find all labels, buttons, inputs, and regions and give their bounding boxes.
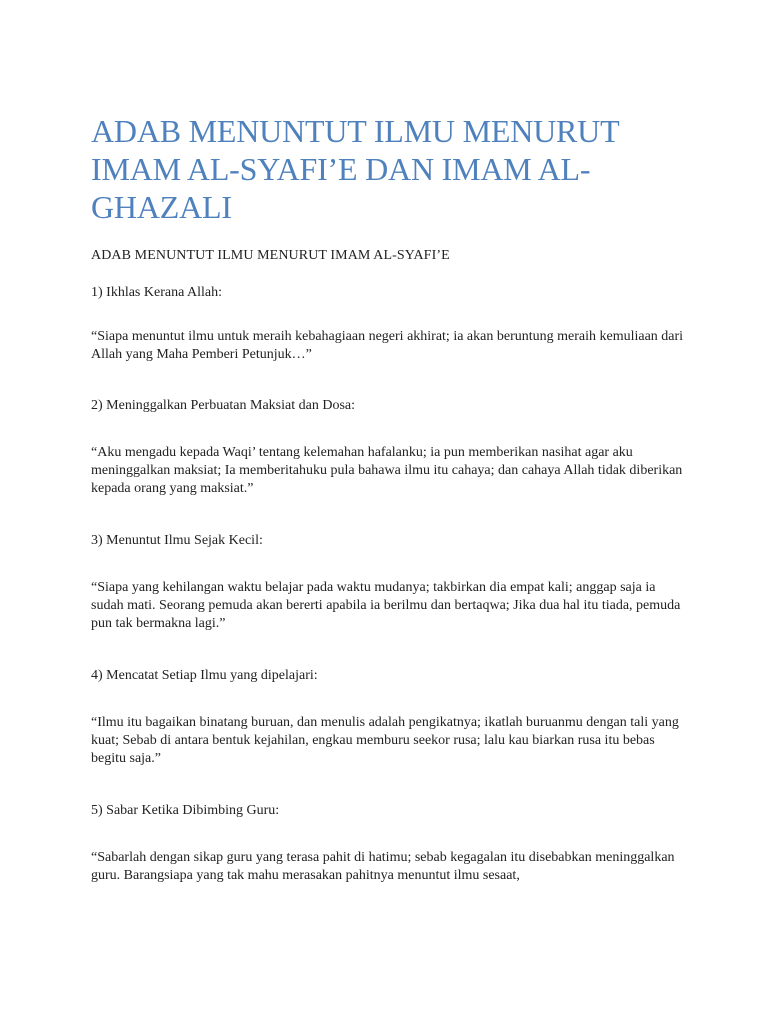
section-quote: “Siapa yang kehilangan waktu belajar pada waktu mudanya; takbirkan dia empat kali; anggap saja ia sudah mati. Seorang pemuda akan bererti apabila ia berilmu dan bertaqwa; Jika dua hal itu tiada, pemuda pun tak bermakna lagi.” <box>91 580 681 631</box>
section-5 <box>91 802 691 885</box>
section-quote: “Sabarlah dengan sikap guru yang terasa pahit di hatimu; sebab kegagalan itu disebabkan meninggalkan guru. Barangsiapa yang tak mahu merasakan pahitnya menuntut ilmu sesaat, <box>91 850 675 883</box>
section-4 <box>91 667 691 768</box>
document-subtitle: ADAB MENUNTUT ILMU MENURUT IMAM AL-SYAFI’E <box>91 248 450 263</box>
section-quote: “Ilmu itu bagaikan binatang buruan, dan menulis adalah pengikatnya; ikatlah buruanmu dengan tali yang kuat; Sebab di antara bentuk kejahilan, engkau memburu seekor rusa; lalu kau biarkan rusa itu bebas begitu saja.” <box>91 715 679 766</box>
document-title: ADAB MENUNTUT ILMU MENURUT IMAM AL-SYAFI’E DAN IMAM AL-GHAZALI <box>91 113 619 225</box>
section-heading: 4) Mencatat Setiap Ilmu yang dipelajari: <box>91 668 318 683</box>
section-heading: 3) Menuntut Ilmu Sejak Kecil: <box>91 533 263 548</box>
section-quote: “Aku mengadu kepada Waqi’ tentang kelemahan hafalanku; ia pun memberikan nasihat agar aku meninggalkan maksiat; Ia memberitahuku pula bahawa ilmu itu cahaya; dan cahaya Allah tidak diberikan kepada orang yang maksiat.” <box>91 445 683 496</box>
section-heading: 1) Ikhlas Kerana Allah: <box>91 285 223 300</box>
document-page <box>91 112 691 885</box>
section-3 <box>91 532 691 633</box>
section-quote: “Siapa menuntut ilmu untuk meraih kebahagiaan negeri akhirat; ia akan beruntung meraih kemuliaan dari Allah yang Maha Pemberi Petunjuk…” <box>91 329 684 362</box>
section-2 <box>91 397 691 498</box>
section-heading: 5) Sabar Ketika Dibimbing Guru: <box>91 803 280 818</box>
section-1 <box>91 284 691 364</box>
section-heading: 2) Meninggalkan Perbuatan Maksiat dan Dosa: <box>91 398 355 413</box>
